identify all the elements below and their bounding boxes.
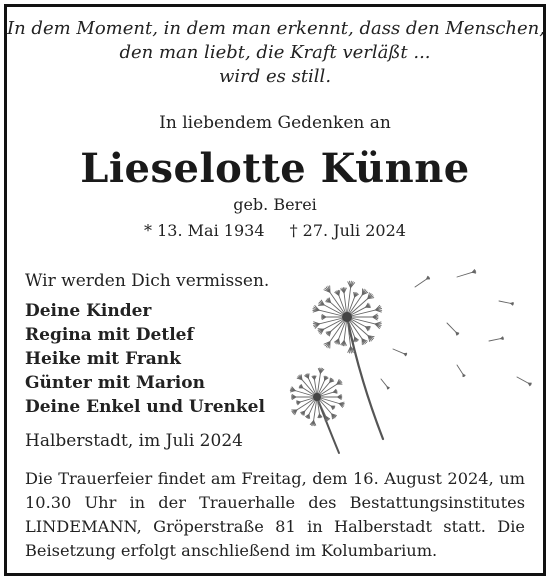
miss-text: Wir werden Dich vermissen.: [25, 271, 270, 291]
deceased-name: Lieselotte Künne: [80, 145, 470, 192]
family-line: Deine Kinder: [25, 301, 152, 321]
quote-line-2: den man liebt, die Kraft verläßt ...: [119, 42, 431, 63]
memorial-quote: [7, 17, 543, 89]
family-line: Deine Enkel und Urenkel: [25, 397, 265, 417]
obituary-notice: [4, 4, 546, 576]
quote-line-3: wird es still.: [218, 66, 332, 87]
family-line: Heike mit Frank: [25, 349, 181, 369]
maiden-name: geb. Berei: [233, 195, 317, 214]
life-dates: [7, 221, 543, 240]
dandelion-seeds-illustration: [277, 257, 543, 457]
quote-line-1: In dem Moment, in dem man erkennt, dass den Menschen,: [7, 18, 545, 39]
family-list: [25, 299, 265, 419]
funeral-service-info: Die Trauerfeier findet am Freitag, dem 16. August 2024, um 10.30 Uhr in der Trauerhalle des Bestattungsinstitutes LINDEMANN, Gröperstraße 81 in Halberstadt statt. Die Beisetzung erfolgt anschließend im Kolumbarium.: [25, 469, 525, 560]
family-line: Günter mit Marion: [25, 373, 205, 393]
family-line: Regina mit Detlef: [25, 325, 194, 345]
intro-text: In liebendem Gedenken an: [159, 113, 391, 133]
death-date: † 27. Juli 2024: [289, 221, 406, 240]
place-date: Halberstadt, im Juli 2024: [25, 431, 243, 451]
birth-date: * 13. Mai 1934: [144, 221, 265, 240]
